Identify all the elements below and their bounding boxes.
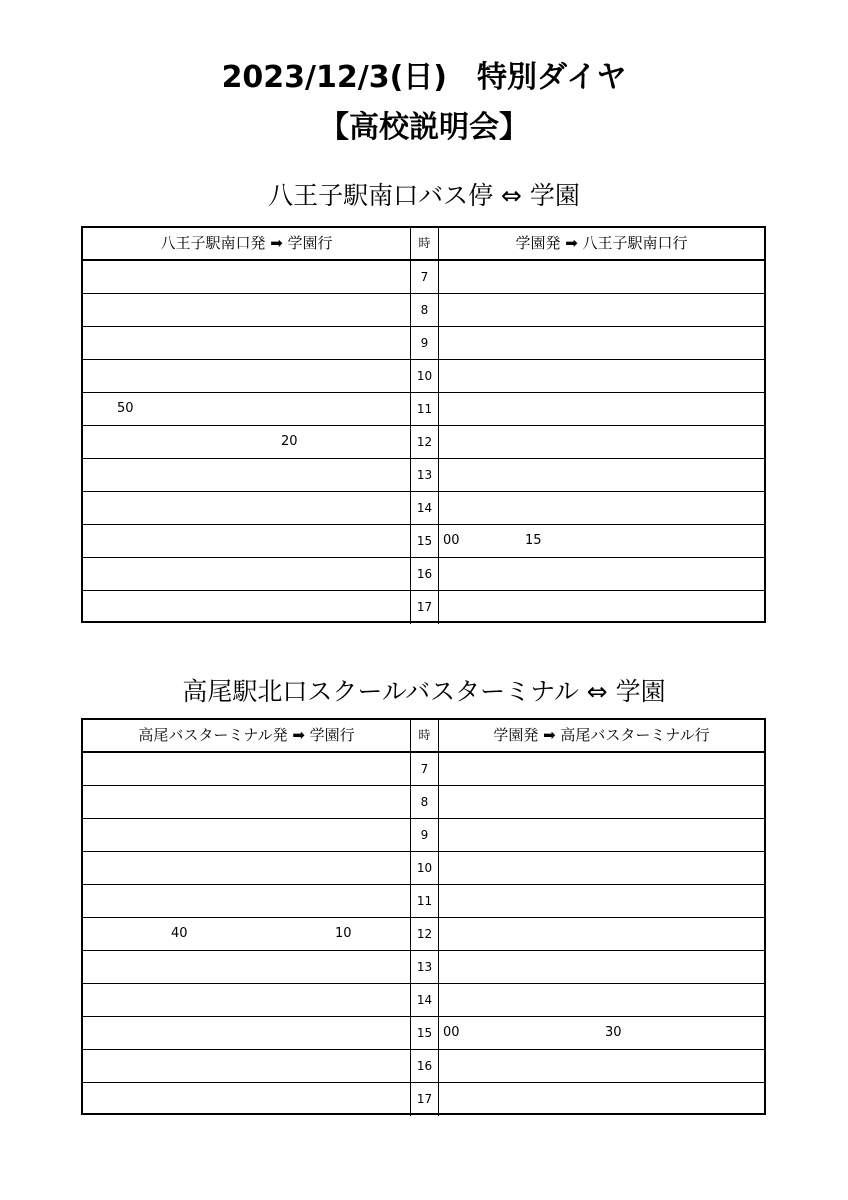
table-row [83,558,764,591]
hour-cell: 13 [411,459,439,491]
outbound-cell [83,426,411,458]
outbound-cell [83,558,411,590]
return-cell [439,525,764,557]
return-cell [439,261,764,293]
outbound-cell [83,492,411,524]
table-row [83,786,764,819]
hour-cell: 16 [411,558,439,590]
return-cell [439,885,764,917]
header-hour: 時 [411,720,439,751]
page-subtitle: 【高校説明会】 [319,110,529,145]
table-row [83,819,764,852]
table-row [83,984,764,1017]
return-cell [439,1050,764,1082]
outbound-cell [83,984,411,1016]
hour-cell: 7 [411,753,439,785]
return-cell [439,918,764,950]
table-row [83,1050,764,1083]
table-row [83,327,764,360]
route-title-hachioji: 八王子駅南口バス停 ⇔ 学園 [268,181,580,210]
hour-cell: 13 [411,951,439,983]
table-row [83,294,764,327]
outbound-cell [83,294,411,326]
outbound-cell [83,1050,411,1082]
return-cell [439,459,764,491]
hour-cell: 17 [411,1083,439,1116]
timetable-header-row [83,720,764,753]
return-cell [439,984,764,1016]
hour-cell: 11 [411,885,439,917]
return-cell [439,360,764,392]
table-row [83,951,764,984]
hour-cell: 16 [411,1050,439,1082]
return-cell [439,591,764,624]
return-cell [439,1083,764,1116]
departure-minute: 40 [171,926,188,941]
header-hour: 時 [411,228,439,259]
table-row [83,360,764,393]
hour-cell: 10 [411,360,439,392]
outbound-cell [83,852,411,884]
outbound-cell [83,393,411,425]
route-title-takao: 高尾駅北口スクールバスターミナル ⇔ 学園 [182,677,666,706]
outbound-cell [83,525,411,557]
table-row [83,459,764,492]
outbound-cell [83,1083,411,1116]
hour-cell: 14 [411,984,439,1016]
hour-cell: 14 [411,492,439,524]
return-cell [439,852,764,884]
table-row [83,885,764,918]
hour-cell: 9 [411,819,439,851]
table-row [83,393,764,426]
return-cell [439,753,764,785]
hour-cell: 11 [411,393,439,425]
return-cell [439,1017,764,1049]
hour-cell: 8 [411,294,439,326]
return-cell [439,558,764,590]
return-cell [439,426,764,458]
hour-cell: 8 [411,786,439,818]
header-outbound: 高尾バスターミナル発 ➡ 学園行 [83,720,411,751]
departure-minute: 30 [605,1025,622,1040]
table-row [83,261,764,294]
departure-minute: 10 [335,926,352,941]
return-cell [439,951,764,983]
table-row [83,852,764,885]
table-row [83,525,764,558]
outbound-cell [83,327,411,359]
outbound-cell [83,918,411,950]
departure-minute: 20 [281,434,298,449]
return-cell [439,492,764,524]
departure-minute: 00 [443,533,460,548]
return-cell [439,294,764,326]
departure-minute: 00 [443,1025,460,1040]
outbound-cell [83,591,411,624]
return-cell [439,786,764,818]
outbound-cell [83,819,411,851]
table-row [83,1017,764,1050]
header-return: 学園発 ➡ 高尾バスターミナル行 [493,726,710,744]
timetable-hachioji [81,226,766,623]
outbound-cell [83,261,411,293]
outbound-cell [83,1017,411,1049]
return-cell [439,819,764,851]
outbound-cell [83,786,411,818]
hour-cell: 10 [411,852,439,884]
table-row [83,753,764,786]
hour-cell: 9 [411,327,439,359]
table-row [83,426,764,459]
outbound-cell [83,360,411,392]
table-row [83,1083,764,1116]
hour-cell: 15 [411,1017,439,1049]
timetable-header-row [83,228,764,261]
hour-cell: 12 [411,426,439,458]
header-outbound: 八王子駅南口発 ➡ 学園行 [83,228,411,259]
outbound-cell [83,885,411,917]
outbound-cell [83,459,411,491]
timetable-takao [81,718,766,1115]
table-row [83,918,764,951]
header-return: 学園発 ➡ 八王子駅南口行 [515,234,688,252]
hour-cell: 15 [411,525,439,557]
hour-cell: 7 [411,261,439,293]
hour-cell: 12 [411,918,439,950]
departure-minute: 15 [525,533,542,548]
return-cell [439,327,764,359]
return-cell [439,393,764,425]
outbound-cell [83,951,411,983]
departure-minute: 50 [117,401,134,416]
hour-cell: 17 [411,591,439,624]
outbound-cell [83,753,411,785]
table-row [83,492,764,525]
page-title: 2023/12/3(日) 特別ダイヤ [221,60,627,95]
table-row [83,591,764,624]
